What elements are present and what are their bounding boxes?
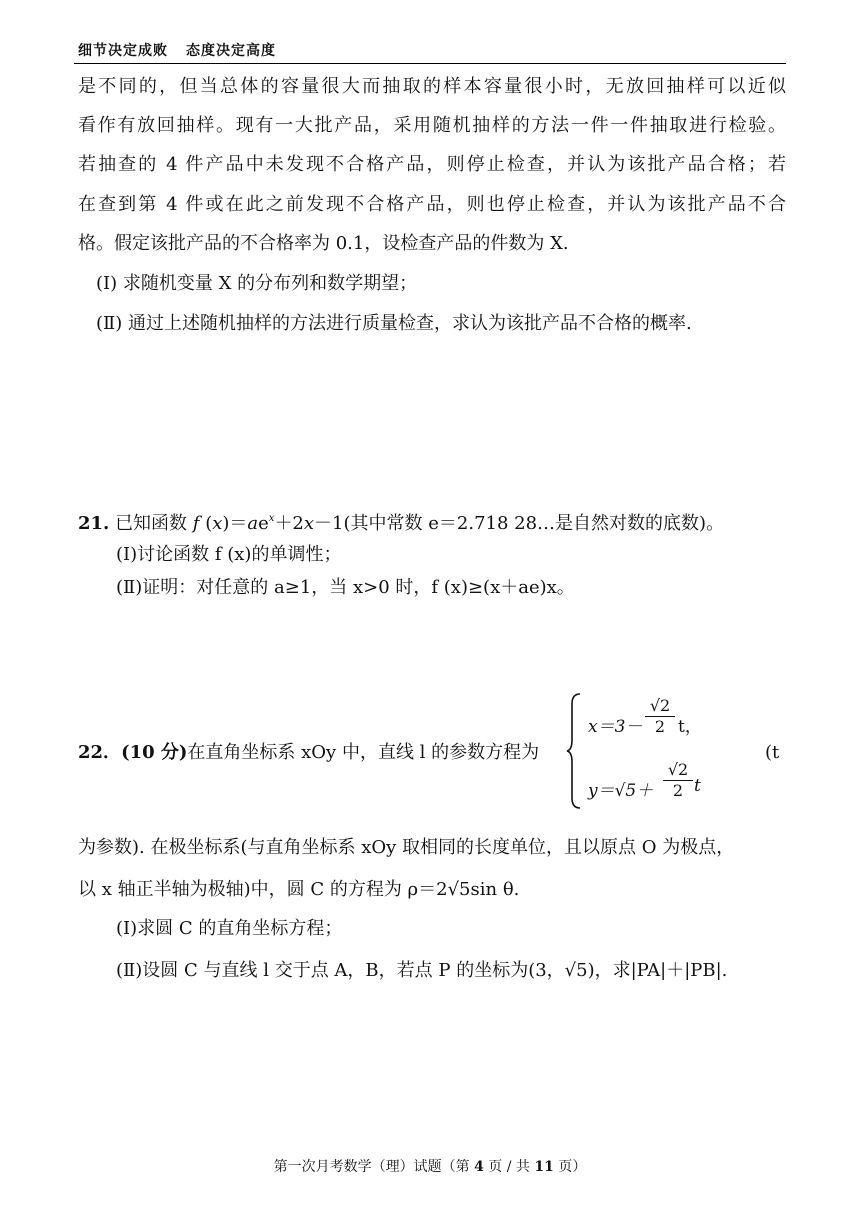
q22-score: (10 分) — [121, 742, 188, 763]
footer-text-a: 第一次月考数学（理）试题（第 — [273, 1159, 475, 1175]
q21-e: e — [258, 513, 269, 534]
eq1-fraction — [645, 696, 675, 737]
q22-stem-text: 在直角坐标系 xOy 中，直线 l 的参数方程为 — [187, 742, 540, 763]
q21-exp: x — [268, 513, 275, 524]
q22-t-label: (t — [765, 742, 780, 763]
eq2-denominator: 2 — [672, 781, 684, 800]
q21-plus2: ＋2 — [274, 513, 304, 534]
q20-line-2: 看作有放回抽样。现有一大批产品，采用随机抽样的方法一件一件抽取进行检验。 — [78, 115, 786, 136]
q22-number: 22． — [78, 742, 122, 763]
q20-line-5: 格。假定该批产品的不合格率为 0.1，设检查产品的件数为 X. — [78, 233, 569, 254]
header-motto-left: 细节决定成败 — [78, 43, 168, 59]
eq1-lhs: x＝3－ — [588, 717, 643, 737]
q21-stem — [78, 506, 786, 537]
q20-part-2: (Ⅱ) 通过上述随机抽样的方法进行质量检查，求认为该批产品不合格的概率. — [96, 313, 692, 334]
q21-f: f — [192, 513, 200, 534]
footer-text-b: 页 / 共 — [483, 1159, 535, 1175]
q21-part-1: (Ⅰ)讨论函数 f (x)的单调性； — [116, 544, 342, 565]
page-header — [78, 40, 786, 60]
q21-a: a — [247, 513, 259, 534]
footer-total-pages: 11 — [534, 1159, 554, 1175]
q20-line-1: 是不同的，但当总体的容量很大而抽取的样本容量很小时，无放回抽样可以近似 — [78, 76, 786, 97]
left-brace — [566, 692, 582, 810]
q21-stem-end: －1(其中常数 e＝2.718 28…是自然对数的底数)。 — [314, 513, 725, 534]
q22-part-2: (Ⅱ)设圆 C 与直线 l 交于点 A，B，若点 P 的坐标为(3，√5)，求|PA|＋|PB|. — [116, 960, 728, 981]
footer-page-number: 4 — [474, 1159, 484, 1175]
page-footer — [0, 1156, 860, 1176]
q22-line-3: 以 x 轴正半轴为极轴)中，圆 C 的方程为 ρ＝2√5sin θ. — [78, 879, 520, 900]
q21-eq: )＝ — [222, 513, 248, 534]
header-motto-right: 态度决定高度 — [186, 43, 276, 59]
q21-number: 21. — [78, 513, 110, 534]
eq2-t: t — [694, 776, 701, 796]
q22-part-1: (Ⅰ)求圆 C 的直角坐标方程； — [116, 918, 343, 939]
eq1-denominator: 2 — [654, 717, 666, 736]
q20-line-4: 在查到第 4 件或在此之前发现不合格产品，则也停止检查，并认为该批产品不合 — [78, 194, 786, 215]
footer-text-c: 页） — [553, 1159, 587, 1175]
eq2-fraction — [663, 760, 693, 801]
q21-x: x — [212, 513, 223, 534]
q20-part-1: (Ⅰ) 求随机变量 X 的分布列和数学期望； — [96, 273, 418, 294]
eq2-lhs: y＝√5＋ — [588, 781, 654, 801]
header-rule — [74, 63, 786, 64]
param-eq-x — [588, 712, 642, 737]
q21-x2: x — [303, 513, 315, 534]
q22-line-2: 为参数). 在极坐标系(与直角坐标系 xOy 取相同的长度单位，且以原点 O 为极点， — [78, 837, 735, 858]
eq1-numerator: √2 — [645, 696, 675, 717]
q22-stem — [78, 740, 539, 766]
param-eq-y — [588, 776, 653, 801]
eq1-t: t， — [678, 717, 702, 737]
q21-stem-text: 已知函数 — [115, 513, 193, 534]
q21-paren: ( — [199, 513, 213, 534]
eq2-numerator: √2 — [663, 760, 693, 781]
q20-line-3: 若抽查的 4 件产品中未发现不合格产品，则停止检查，并认为该批产品合格；若 — [78, 154, 786, 175]
q21-part-2: (Ⅱ)证明：对任意的 a≥1，当 x>0 时，f (x)≥(x＋ae)x。 — [116, 577, 575, 598]
